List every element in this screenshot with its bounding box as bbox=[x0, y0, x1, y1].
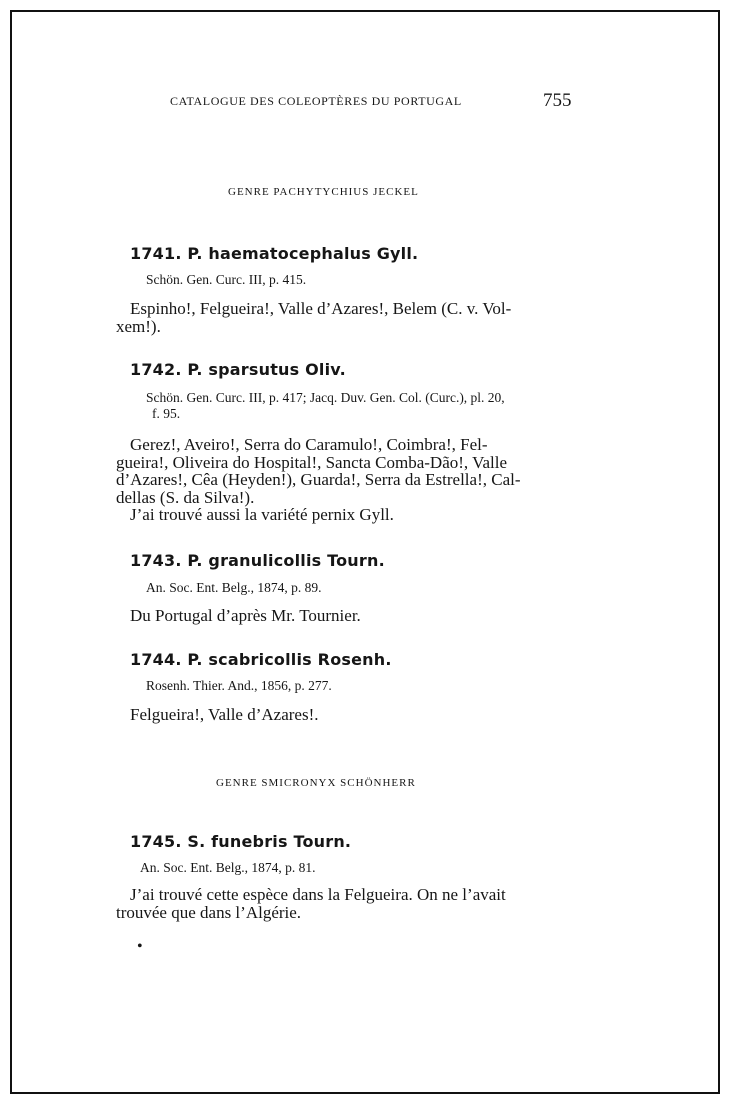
page-number: 755 bbox=[543, 90, 572, 111]
entry-1744-reference: Rosenh. Thier. And., 1856, p. 277. bbox=[146, 678, 332, 693]
text-line: J’ai trouvé cette espèce dans la Felgueira. On ne l’avait bbox=[130, 885, 506, 904]
text-line: Du Portugal d’après Mr. Tournier. bbox=[130, 606, 361, 625]
entry-1744-title: 1744. P. scabricollis Rosenh. bbox=[130, 650, 392, 669]
text-line: gueira!, Oliveira do Hospital!, Sancta Comba-Dão!, Valle bbox=[116, 452, 508, 472]
ref-line: Schön. Gen. Curc. III, p. 417; Jacq. Duv. Gen. Col. (Curc.), pl. 20, bbox=[146, 390, 505, 405]
bullet-mark: • bbox=[137, 938, 143, 955]
entry-1745-title: 1745. S. funebris Tourn. bbox=[130, 832, 352, 851]
entry-1741-text bbox=[116, 300, 560, 335]
ref-line: f. 95. bbox=[152, 406, 181, 421]
entry-1742-text bbox=[116, 436, 560, 524]
text-line: Espinho!, Felgueira!, Valle d’Azares!, Belem (C. v. Vol- bbox=[130, 299, 512, 318]
text-line: dellas (S. da Silva!). bbox=[116, 487, 255, 507]
text-line: Felgueira!, Valle d’Azares!. bbox=[130, 705, 319, 724]
text-line: trouvée que dans l’Algérie. bbox=[116, 902, 302, 922]
entry-1745-text bbox=[116, 886, 560, 921]
genre-heading-pachytychius: GENRE PACHYTYCHIUS JECKEL bbox=[228, 186, 419, 198]
running-head: CATALOGUE DES COLEOPTÈRES DU PORTUGAL bbox=[170, 94, 462, 108]
entry-1742-title: 1742. P. sparsutus Oliv. bbox=[130, 360, 346, 379]
entry-1744-text bbox=[116, 706, 560, 724]
text-line: xem!). bbox=[116, 316, 161, 336]
entry-1741-reference: Schön. Gen. Curc. III, p. 415. bbox=[146, 272, 307, 287]
entry-1745-reference: An. Soc. Ent. Belg., 1874, p. 81. bbox=[140, 860, 316, 875]
entry-1743-text bbox=[116, 607, 560, 625]
entry-1743-reference: An. Soc. Ent. Belg., 1874, p. 89. bbox=[146, 580, 322, 595]
text-line: J’ai trouvé aussi la variété pernix Gyll. bbox=[130, 505, 394, 524]
entry-1741-title: 1741. P. haematocephalus Gyll. bbox=[130, 244, 419, 263]
text-line: d’Azares!, Cêa (Heyden!), Guarda!, Serra da Estrella!, Cal- bbox=[116, 470, 521, 489]
genre-heading-smicronyx: GENRE SMICRONYX SCHÖNHERR bbox=[216, 777, 416, 789]
entry-1742-reference bbox=[146, 390, 505, 422]
text-line: Gerez!, Aveiro!, Serra do Caramulo!, Coimbra!, Fel- bbox=[130, 435, 488, 454]
entry-1743-title: 1743. P. granulicollis Tourn. bbox=[130, 551, 385, 570]
